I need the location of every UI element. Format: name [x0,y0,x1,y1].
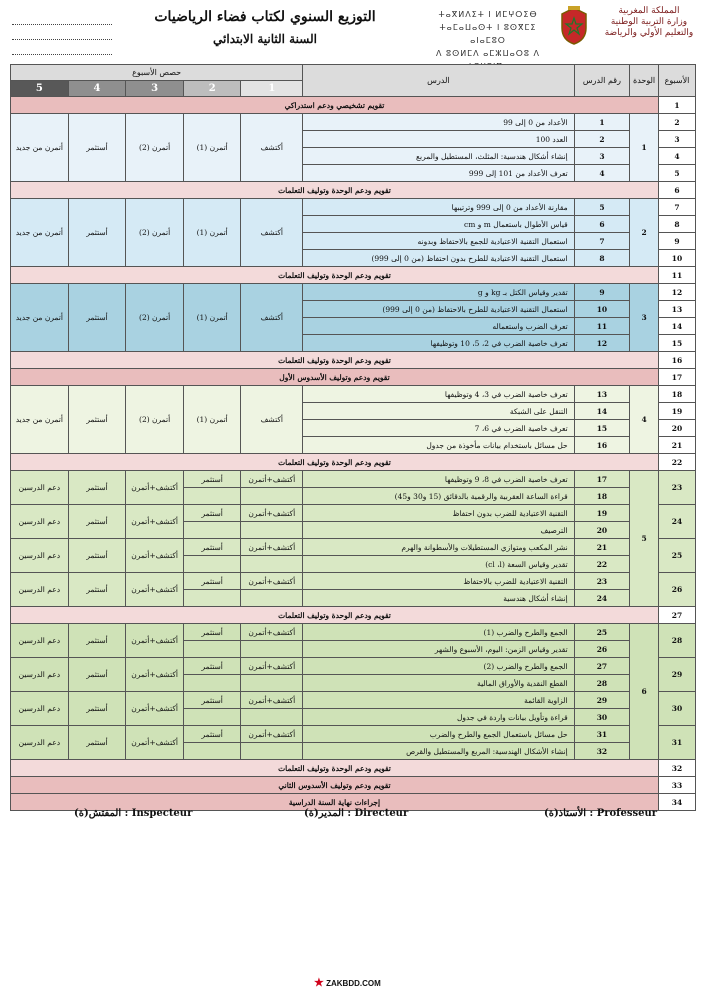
table-row [11,284,696,301]
session-4: أستثمر [68,114,126,182]
empty-cell [241,675,303,692]
session-header-5: 5 [11,81,69,97]
session-4: أستثمر [68,658,126,692]
table-row [11,692,696,709]
lesson-title: إنشاء أشكال هندسية [303,590,575,607]
session-3: أكتشف+أتمرن [126,471,184,505]
unit-number: 2 [630,199,659,267]
lesson-number: 13 [574,386,630,403]
lesson-number: 26 [574,641,630,658]
lesson-title: تقدير وقياس السعة (cl ،l) [303,556,575,573]
week-number: 22 [658,454,695,471]
session-1: أكتشف [241,114,303,182]
session-5: أتمرن من جديد [11,114,69,182]
ministry-name: وزارة التربية الوطنية [610,17,688,27]
lesson-number: 20 [574,522,630,539]
empty-cell [241,641,303,658]
lesson-number: 14 [574,403,630,420]
lesson-title: تعرف خاصية الضرب في 3، 4 وتوظيفها [303,386,575,403]
session-5: دعم الدرسين [11,539,69,573]
lesson-number: 15 [574,420,630,437]
week-number: 23 [658,471,695,505]
ministry-name-2: والتعليم الأولي والرياضة [604,28,694,38]
lesson-title: قراءة وتأويل بيانات واردة في جدول [303,709,575,726]
table-row [11,199,696,216]
week-number: 20 [658,420,695,437]
session-3: أتمرن (2) [126,199,184,267]
tifinagh-line: ⴷ ⵓⵙⵍⵎⴷ ⴰⵎⵣⵡⴰⵔⵓ ⴷ [436,49,540,58]
table-row [11,114,696,131]
unit-number: 1 [630,114,659,182]
unit-number: 3 [630,284,659,352]
table-row [11,624,696,641]
lesson-number: 24 [574,590,630,607]
table-row [11,573,696,590]
session-5: دعم الدرسين [11,505,69,539]
star-icon: ★ [314,977,324,989]
week-number: 19 [658,403,695,420]
lesson-title: قياس الأطوال باستعمال m و cm [303,216,575,233]
empty-cell [241,522,303,539]
session-4: أستثمر [68,505,126,539]
empty-cell [241,709,303,726]
table-row [11,505,696,522]
dotted-line [12,14,112,25]
lesson-number: 5 [574,199,630,216]
lesson-number: 32 [574,743,630,760]
lesson-title: تعرف الأعداد من 101 إلى 999 [303,165,575,182]
empty-cell [183,675,241,692]
table-row [11,607,696,624]
week-number: 6 [658,182,695,199]
week-number: 10 [658,250,695,267]
session-4: أستثمر [68,386,126,454]
evaluation-row: تقويم ودعم الوحدة وتوليف التعلمات [11,182,659,199]
lesson-number: 3 [574,148,630,165]
week-number: 18 [658,386,695,403]
lesson-title: التنقل على الشبكة [303,403,575,420]
session-2: أستثمر [183,692,241,709]
lesson-title: الجمع والطرح والضرب (2) [303,658,575,675]
table-row [11,352,696,369]
lesson-title: الزاوية القائمة [303,692,575,709]
week-number: 9 [658,233,695,250]
session-3: أتمرن (2) [126,386,184,454]
session-2: أستثمر [183,505,241,522]
document-header [0,0,707,62]
tifinagh-line: ⵜⴰⴳⵍⴷⵉⵜ ⵏ ⵍⵎⵖⵔⵉⴱ [438,10,538,19]
session-4: أستثمر [68,573,126,607]
week-number: 24 [658,505,695,539]
week-number: 28 [658,624,695,658]
document-title: التوزيع السنوي لكتاب فضاء الرياضيات [154,9,376,25]
lesson-title: التقنية الاعتيادية للضرب بالاحتفاظ [303,573,575,590]
table-row [11,182,696,199]
session-5: دعم الدرسين [11,471,69,505]
lesson-number: 25 [574,624,630,641]
session-3: أكتشف+أتمرن [126,726,184,760]
lesson-title: إنشاء الأشكال الهندسية: المربع والمستطيل والقرص [303,743,575,760]
session-1: أكتشف [241,284,303,352]
lesson-number: 23 [574,573,630,590]
session-header-4: 4 [68,81,126,97]
session-2: أتمرن (1) [183,284,241,352]
professor-signature: الأستاذ(ة) : Professeur [543,808,657,819]
lesson-number: 21 [574,539,630,556]
empty-cell [183,556,241,573]
session-5: دعم الدرسين [11,624,69,658]
lesson-number: 31 [574,726,630,743]
lesson-title: استعمال التقنية الاعتيادية للطرح بدون احتفاظ (من 0 إلى 999) [303,250,575,267]
dotted-line [12,29,112,40]
week-number: 4 [658,148,695,165]
session-5: أتمرن من جديد [11,386,69,454]
semester-evaluation-row: تقويم ودعم وتوليف الأسدوس الثاني [11,777,659,794]
session-header-2: 2 [183,81,241,97]
session-2: أستثمر [183,539,241,556]
empty-cell [241,556,303,573]
lesson-number: 18 [574,488,630,505]
week-number: 12 [658,284,695,301]
lesson-title: القطع النقدية والأوراق المالية [303,675,575,692]
empty-cell [183,522,241,539]
session-1: أكتشف [241,199,303,267]
session-3: أكتشف+أتمرن [126,573,184,607]
lesson-number: 10 [574,301,630,318]
lesson-number: 2 [574,131,630,148]
lesson-number: 4 [574,165,630,182]
session-1: أكتشف+أتمرن [241,624,303,641]
empty-cell [183,590,241,607]
session-4: أستثمر [68,726,126,760]
table-row [11,658,696,675]
col-lesson-no: رقم الدرس [574,65,630,97]
col-week: الأسبوع [658,65,695,97]
unit-number: 4 [630,386,659,454]
week-number: 5 [658,165,695,182]
session-5: دعم الدرسين [11,573,69,607]
lesson-title: تعرف خاصية الضرب في 6، 7 [303,420,575,437]
kingdom-name: المملكة المغربية [618,6,680,16]
week-number: 2 [658,114,695,131]
session-4: أستثمر [68,624,126,658]
lesson-number: 30 [574,709,630,726]
session-2: أستثمر [183,471,241,488]
week-number: 34 [658,794,695,811]
empty-cell [241,590,303,607]
lesson-title: تعرف الضرب واستعماله [303,318,575,335]
evaluation-row: تقويم ودعم الوحدة وتوليف التعلمات [11,352,659,369]
session-5: دعم الدرسين [11,692,69,726]
week-number: 26 [658,573,695,607]
session-1: أكتشف [241,386,303,454]
table-row [11,369,696,386]
week-number: 3 [658,131,695,148]
session-1: أكتشف+أتمرن [241,658,303,675]
lesson-number: 7 [574,233,630,250]
lesson-number: 29 [574,692,630,709]
lesson-title: التقنية الاعتيادية للضرب بدون احتفاظ [303,505,575,522]
empty-cell [241,743,303,760]
moroccan-emblem-icon [557,6,591,46]
evaluation-row: تقويم تشخيصي ودعم استدراكي [11,97,659,114]
lesson-number: 16 [574,437,630,454]
session-1: أكتشف+أتمرن [241,539,303,556]
week-number: 32 [658,760,695,777]
session-3: أكتشف+أتمرن [126,658,184,692]
semester-evaluation-row: تقويم ودعم وتوليف الأسدوس الأول [11,369,659,386]
week-number: 14 [658,318,695,335]
lesson-title: العدد 100 [303,131,575,148]
session-4: أستثمر [68,692,126,726]
lesson-number: 22 [574,556,630,573]
table-row [11,539,696,556]
table-row [11,760,696,777]
session-1: أكتشف+أتمرن [241,692,303,709]
session-2: أتمرن (1) [183,386,241,454]
tifinagh-line: ⵜⴰⵎⴰⵡⴰⵙⵜ ⵏ ⵓⵙⴳⵎⵉ ⴰⵏⴰⵎⵓⵔ [439,23,537,45]
week-number: 33 [658,777,695,794]
lesson-title: تعرف خاصية الضرب في 8، 9 وتوظيفها [303,471,575,488]
week-number: 17 [658,369,695,386]
session-2: أتمرن (1) [183,199,241,267]
dotted-line [12,44,112,55]
lesson-title: استعمال التقنية الاعتيادية للطرح بالاحتفاظ (من 0 إلى 999) [303,301,575,318]
unit-number: 6 [630,624,659,760]
col-lesson: الدرس [303,65,575,97]
week-number: 16 [658,352,695,369]
table-row [11,267,696,284]
lesson-number: 27 [574,658,630,675]
week-number: 1 [658,97,695,114]
empty-cell [183,709,241,726]
lesson-number: 12 [574,335,630,352]
session-3: أكتشف+أتمرن [126,505,184,539]
table-row [11,726,696,743]
session-4: أستثمر [68,199,126,267]
session-5: أتمرن من جديد [11,199,69,267]
week-number: 27 [658,607,695,624]
week-number: 15 [658,335,695,352]
document-title-block [150,8,380,48]
col-sessions-title: حصص الأسبوع [11,65,303,81]
lesson-title: إنشاء أشكال هندسية: المثلث، المستطيل والمربع [303,148,575,165]
session-3: أكتشف+أتمرن [126,539,184,573]
session-1: أكتشف+أتمرن [241,505,303,522]
table-row [11,97,696,114]
lesson-title: نشر المكعب ومتوازي المستطيلات والأسطوانة والهرم [303,539,575,556]
week-number: 13 [658,301,695,318]
director-signature: المدير(ة) : Directeur [304,808,409,819]
table-row [11,777,696,794]
session-3: أكتشف+أتمرن [126,624,184,658]
week-number: 11 [658,267,695,284]
lesson-number: 28 [574,675,630,692]
ministry-block [599,6,699,39]
empty-cell [183,743,241,760]
evaluation-row: تقويم ودعم الوحدة وتوليف التعلمات [11,454,659,471]
session-2: أتمرن (1) [183,114,241,182]
lesson-title: حل مسائل باستعمال الجمع والطرح والضرب [303,726,575,743]
session-4: أستثمر [68,284,126,352]
dotted-fill-lines [12,14,112,59]
lesson-number: 11 [574,318,630,335]
session-1: أكتشف+أتمرن [241,726,303,743]
evaluation-row: تقويم ودعم الوحدة وتوليف التعلمات [11,267,659,284]
session-header-1: 1 [241,81,303,97]
week-number: 25 [658,539,695,573]
week-number: 8 [658,216,695,233]
session-5: دعم الدرسين [11,726,69,760]
empty-cell [183,488,241,505]
session-2: أستثمر [183,573,241,590]
table-row [11,471,696,488]
lesson-number: 19 [574,505,630,522]
session-1: أكتشف+أتمرن [241,573,303,590]
session-4: أستثمر [68,471,126,505]
lesson-title: استعمال التقنية الاعتيادية للجمع بالاحتفاظ وبدونه [303,233,575,250]
session-2: أستثمر [183,658,241,675]
lesson-title: تقدير وقياس الكتل بـ kg و g [303,284,575,301]
site-logo-text: ZAKBDD.COM [326,979,381,988]
lesson-title: تعرف خاصية الضرب في 2، 5، 10 وتوظيفها [303,335,575,352]
empty-cell [183,641,241,658]
lesson-title: قراءة الساعة العقربية والرقمية بالدقائق (15 و30 و45) [303,488,575,505]
site-logo [314,976,381,989]
inspector-signature: المفتش(ة) : Inspecteur [74,808,193,819]
session-5: دعم الدرسين [11,658,69,692]
week-number: 7 [658,199,695,216]
week-number: 21 [658,437,695,454]
empty-cell [241,488,303,505]
annual-distribution-table [10,64,696,811]
lesson-number: 6 [574,216,630,233]
session-1: أكتشف+أتمرن [241,471,303,488]
session-2: أستثمر [183,624,241,641]
evaluation-row: تقويم ودعم الوحدة وتوليف التعلمات [11,760,659,777]
lesson-title: مقارنة الأعداد من 0 إلى 999 وترتيبها [303,199,575,216]
lesson-number: 8 [574,250,630,267]
session-2: أستثمر [183,726,241,743]
week-number: 30 [658,692,695,726]
session-3: أتمرن (2) [126,114,184,182]
session-header-3: 3 [126,81,184,97]
session-3: أكتشف+أتمرن [126,692,184,726]
table-row [11,386,696,403]
unit-number: 5 [630,471,659,607]
lesson-title: الأعداد من 0 إلى 99 [303,114,575,131]
week-number: 31 [658,726,695,760]
week-number: 29 [658,658,695,692]
lesson-title: حل مسائل باستخدام بيانات مأخوذة من جدول [303,437,575,454]
document-subtitle: السنة الثانية الابتدائي [213,32,317,46]
lesson-number: 9 [574,284,630,301]
session-4: أستثمر [68,539,126,573]
session-3: أتمرن (2) [126,284,184,352]
year-end-row: إجراءات نهاية السنة الدراسية [11,794,659,811]
table-row [11,454,696,471]
lesson-number: 1 [574,114,630,131]
lesson-number: 17 [574,471,630,488]
col-unit: الوحدة [630,65,659,97]
lesson-title: تقدير وقياس الزمن: اليوم، الأسبوع والشهر [303,641,575,658]
lesson-title: الجمع والطرح والضرب (1) [303,624,575,641]
session-5: أتمرن من جديد [11,284,69,352]
evaluation-row: تقويم ودعم الوحدة وتوليف التعلمات [11,607,659,624]
lesson-title: الترصيف [303,522,575,539]
